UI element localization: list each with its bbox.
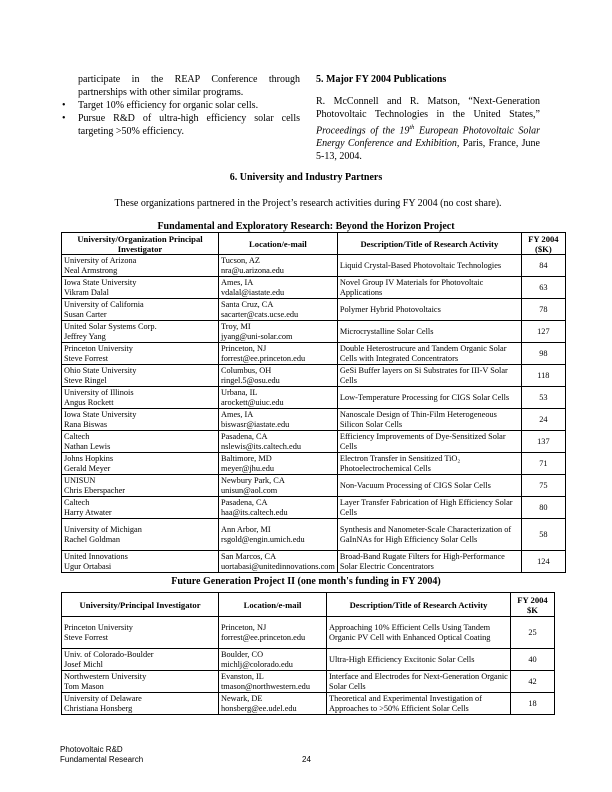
bullet-icon: • — [62, 100, 66, 111]
amount-cell: 98 — [521, 343, 565, 365]
investigator-name: Christiana Honsberg — [64, 703, 133, 713]
location-cell — [219, 475, 338, 497]
amount-cell: 25 — [511, 617, 555, 649]
table-row — [62, 475, 566, 497]
org-name: Ohio State University — [64, 365, 137, 375]
description-cell: Low-Temperature Processing for CIGS Solar Cells — [337, 387, 521, 409]
org-name: Northwestern University — [64, 671, 147, 681]
table1-header-amount: FY 2004 ($K) — [521, 233, 565, 255]
location-cell — [219, 365, 338, 387]
description-cell: Non-Vacuum Processing of CIGS Solar Cells — [337, 475, 521, 497]
description-cell: Microcrystalline Solar Cells — [337, 321, 521, 343]
org-cell — [62, 387, 219, 409]
org-cell — [62, 617, 219, 649]
investigator-name: Chris Eberspacher — [64, 485, 126, 495]
table1-header-description: Description/Title of Research Activity — [337, 233, 521, 255]
table1-header-location: Location/e-mail — [219, 233, 338, 255]
org-cell — [62, 255, 219, 277]
amount-cell: 42 — [511, 671, 555, 693]
table2-header-amount: FY 2004 $K — [511, 593, 555, 617]
email: sacarter@cats.ucse.edu — [221, 309, 299, 319]
org-name: United Solar Systems Corp. — [64, 321, 157, 331]
email: arockett@uiuc.edu — [221, 397, 284, 407]
location-cell — [219, 431, 338, 453]
bullet-icon: • — [62, 113, 66, 124]
right-column — [316, 73, 540, 163]
table-row — [62, 617, 555, 649]
amount-cell: 40 — [511, 649, 555, 671]
org-cell — [62, 277, 219, 299]
location: Columbus, OH — [221, 365, 272, 375]
org-cell — [62, 649, 219, 671]
email: haa@its.caltech.edu — [221, 507, 288, 517]
location-cell — [219, 693, 327, 715]
investigator-name: Gerald Meyer — [64, 463, 111, 473]
amount-cell: 71 — [521, 453, 565, 475]
table-row — [62, 431, 566, 453]
table-row — [62, 497, 566, 519]
location-cell — [219, 497, 338, 519]
left-column — [62, 73, 300, 138]
section-intro: These organizations partnered in the Project’s research activities during FY 2004 (no cost share). — [114, 198, 502, 209]
org-name: Caltech — [64, 431, 90, 441]
org-name: University of Arizona — [64, 255, 137, 265]
publications-heading: 5. Major FY 2004 Publications — [316, 74, 447, 85]
table-row — [62, 365, 566, 387]
location-cell — [219, 343, 338, 365]
amount-cell: 124 — [521, 551, 565, 573]
amount-cell: 63 — [521, 277, 565, 299]
investigator-name: Nathan Lewis — [64, 441, 111, 451]
location-cell — [219, 409, 338, 431]
org-name: University of Illinois — [64, 387, 134, 397]
table-row — [62, 671, 555, 693]
location-cell — [219, 277, 338, 299]
investigator-name: Ugur Ortabasi — [64, 561, 112, 571]
location: Newark, DE — [221, 693, 263, 703]
email: uortabasi@unitedinnovations.com — [221, 561, 335, 571]
org-name: Princeton University — [64, 343, 133, 353]
table2 — [61, 592, 555, 715]
table2-header-org: University/Principal Investigator — [62, 593, 219, 617]
org-name: Caltech — [64, 497, 90, 507]
location: Pasadena, CA — [221, 431, 268, 441]
investigator-name: Rachel Goldman — [64, 534, 120, 544]
org-name: Princeton University — [64, 622, 133, 632]
org-cell — [62, 519, 219, 551]
list-item: • Pursue R&D of ultra-high efficiency solar cells targeting >50% efficiency. — [62, 113, 300, 137]
location: Princeton, NJ — [221, 343, 267, 353]
location: Tucson, AZ — [221, 255, 260, 265]
location: Ames, IA — [221, 409, 254, 419]
continuation-text: participate in the REAP Conference through partnerships with other similar programs. — [78, 74, 300, 98]
amount-cell: 84 — [521, 255, 565, 277]
description-cell: Broad-Band Rugate Filters for High-Performance Solar Electric Concentrators — [337, 551, 521, 573]
amount-cell: 118 — [521, 365, 565, 387]
description-cell: Synthesis and Nanometer-Scale Characterization of GaInNAs for High Efficiency Solar Cells — [337, 519, 521, 551]
location: Pasadena, CA — [221, 497, 268, 507]
amount-cell: 18 — [511, 693, 555, 715]
location-cell — [219, 551, 338, 573]
email: forrest@ee.princeton.edu — [221, 353, 306, 363]
investigator-name: Harry Atwater — [64, 507, 112, 517]
table-row — [62, 453, 566, 475]
description-cell: Approaching 10% Efficient Cells Using Tandem Organic PV Cell with Enhanced Optical Coating — [327, 617, 511, 649]
description-cell: Electron Transfer in Sensitized TiO₂ Photoelectrochemical Cells — [337, 453, 521, 475]
org-cell — [62, 671, 219, 693]
table-row — [62, 519, 566, 551]
org-cell — [62, 453, 219, 475]
location-cell — [219, 453, 338, 475]
publication-reference: R. McConnell and R. Matson, “Next-Generation Photovoltaic Technologies in the United States,” Proceedings of the 19th European Photovoltaic Solar Energy Conference and Exhibition, Paris, France, June 5-13, 2004. — [316, 96, 541, 163]
amount-cell: 24 — [521, 409, 565, 431]
table-row — [62, 277, 566, 299]
email: ringel.5@osu.edu — [221, 375, 280, 385]
table-row — [62, 299, 566, 321]
amount-cell: 75 — [521, 475, 565, 497]
org-cell — [62, 409, 219, 431]
investigator-name: Josef Michl — [64, 659, 103, 669]
amount-cell: 78 — [521, 299, 565, 321]
description-cell: Ultra-High Efficiency Excitonic Solar Cells — [327, 649, 511, 671]
investigator-name: Rana Biswas — [64, 419, 108, 429]
description-cell: Nanoscale Design of Thin-Film Heterogeneous Silicon Solar Cells — [337, 409, 521, 431]
location: Ann Arbor, MI — [221, 524, 271, 534]
amount-cell: 127 — [521, 321, 565, 343]
section-heading: 6. University and Industry Partners — [229, 172, 383, 183]
table-row — [62, 409, 566, 431]
location-cell — [219, 671, 327, 693]
org-name: Univ. of Colorado-Boulder — [64, 649, 154, 659]
table2-header-description: Description/Title of Research Activity — [327, 593, 511, 617]
org-cell — [62, 321, 219, 343]
description-cell: Polymer Hybrid Photovoltaics — [337, 299, 521, 321]
email: nslewis@its.caltech.edu — [221, 441, 301, 451]
org-cell — [62, 551, 219, 573]
investigator-name: Steve Forrest — [64, 353, 109, 363]
location-cell — [219, 649, 327, 671]
location: Santa Cruz, CA — [221, 299, 274, 309]
location: Evanston, IL — [221, 671, 264, 681]
table-row — [62, 693, 555, 715]
investigator-name: Angus Rockett — [64, 397, 114, 407]
location-cell — [219, 299, 338, 321]
org-name: Iowa State University — [64, 409, 137, 419]
location: Newbury Park, CA — [221, 475, 285, 485]
location-cell — [219, 519, 338, 551]
investigator-name: Steve Forrest — [64, 632, 109, 642]
email: vdalal@iastate.edu — [221, 287, 285, 297]
org-cell — [62, 299, 219, 321]
investigator-name: Tom Mason — [64, 681, 104, 691]
footer-line-1: Photovoltaic R&D — [60, 745, 123, 754]
table2-title: Future Generation Project II (one month's funding in FY 2004) — [171, 576, 441, 587]
description-cell: Layer Transfer Fabrication of High Efficiency Solar Cells — [337, 497, 521, 519]
table-row — [62, 321, 566, 343]
location: Troy, MI — [221, 321, 251, 331]
table1-header-org: University/Organization Principal Investigator — [62, 233, 219, 255]
investigator-name: Steve Ringel — [64, 375, 107, 385]
location: San Marcos, CA — [221, 551, 277, 561]
amount-cell: 53 — [521, 387, 565, 409]
table1 — [61, 232, 566, 573]
location-cell — [219, 387, 338, 409]
location: Ames, IA — [221, 277, 254, 287]
org-name: Johns Hopkins — [64, 453, 114, 463]
org-cell — [62, 693, 219, 715]
location-cell — [219, 255, 338, 277]
page-number: 24 — [302, 755, 311, 764]
org-cell — [62, 475, 219, 497]
email: nra@u.arizona.edu — [221, 265, 284, 275]
email: unisun@aol.com — [221, 485, 278, 495]
email: honsberg@ee.udel.edu — [221, 703, 297, 713]
investigator-name: Susan Carter — [64, 309, 107, 319]
description-cell: Efficiency Improvements of Dye-Sensitized Solar Cells — [337, 431, 521, 453]
email: jyang@uni-solar.com — [221, 331, 293, 341]
investigator-name: Vikram Dalal — [64, 287, 109, 297]
org-name: University of California — [64, 299, 144, 309]
table-row — [62, 343, 566, 365]
list-item: • Target 10% efficiency for organic solar cells. — [62, 100, 259, 111]
description-cell: Novel Group IV Materials for Photovoltaic Applications — [337, 277, 521, 299]
amount-cell: 137 — [521, 431, 565, 453]
email: rsgold@engin.umich.edu — [221, 534, 305, 544]
location: Baltimore, MD — [221, 453, 272, 463]
location: Boulder, CO — [221, 649, 264, 659]
email: tmason@northwestern.edu — [221, 681, 310, 691]
table-row — [62, 551, 566, 573]
footer-line-2: Fundamental Research — [60, 755, 144, 764]
description-cell: Double Heterostrucure and Tandem Organic Solar Cells with Integrated Concentrators — [337, 343, 521, 365]
description-cell: Liquid Crystal-Based Photovoltaic Technologies — [337, 255, 521, 277]
table-row — [62, 387, 566, 409]
amount-cell: 58 — [521, 519, 565, 551]
org-name: University of Michigan — [64, 524, 142, 534]
location: Urbana, IL — [221, 387, 258, 397]
table2-header-location: Location/e-mail — [219, 593, 327, 617]
amount-cell: 80 — [521, 497, 565, 519]
org-cell — [62, 343, 219, 365]
email: michlj@colorado.edu — [221, 659, 293, 669]
org-name: Iowa State University — [64, 277, 137, 287]
table1-title: Fundamental and Exploratory Research: Beyond the Horizon Project — [157, 221, 455, 232]
location-cell — [219, 321, 338, 343]
description-cell: Interface and Electrodes for Next-Generation Organic Solar Cells — [327, 671, 511, 693]
table-row — [62, 649, 555, 671]
location: Princeton, NJ — [221, 622, 267, 632]
email: biswasr@iastate.edu — [221, 419, 290, 429]
org-name: United Innovations — [64, 551, 128, 561]
investigator-name: Neal Armstrong — [64, 265, 118, 275]
org-cell — [62, 365, 219, 387]
footer — [60, 745, 143, 765]
location-cell — [219, 617, 327, 649]
org-cell — [62, 431, 219, 453]
description-cell: Theoretical and Experimental Investigation of Approaches to >50% Efficient Solar Cells — [327, 693, 511, 715]
org-cell — [62, 497, 219, 519]
org-name: University of Delaware — [64, 693, 142, 703]
email: forrest@ee.princeton.edu — [221, 632, 306, 642]
email: meyer@jhu.edu — [221, 463, 275, 473]
investigator-name: Jeffrey Yang — [64, 331, 106, 341]
table-row — [62, 255, 566, 277]
description-cell: GeSi Buffer layers on Si Substrates for III-V Solar Cells — [337, 365, 521, 387]
org-name: UNISUN — [64, 475, 96, 485]
bullet-list — [62, 99, 300, 138]
